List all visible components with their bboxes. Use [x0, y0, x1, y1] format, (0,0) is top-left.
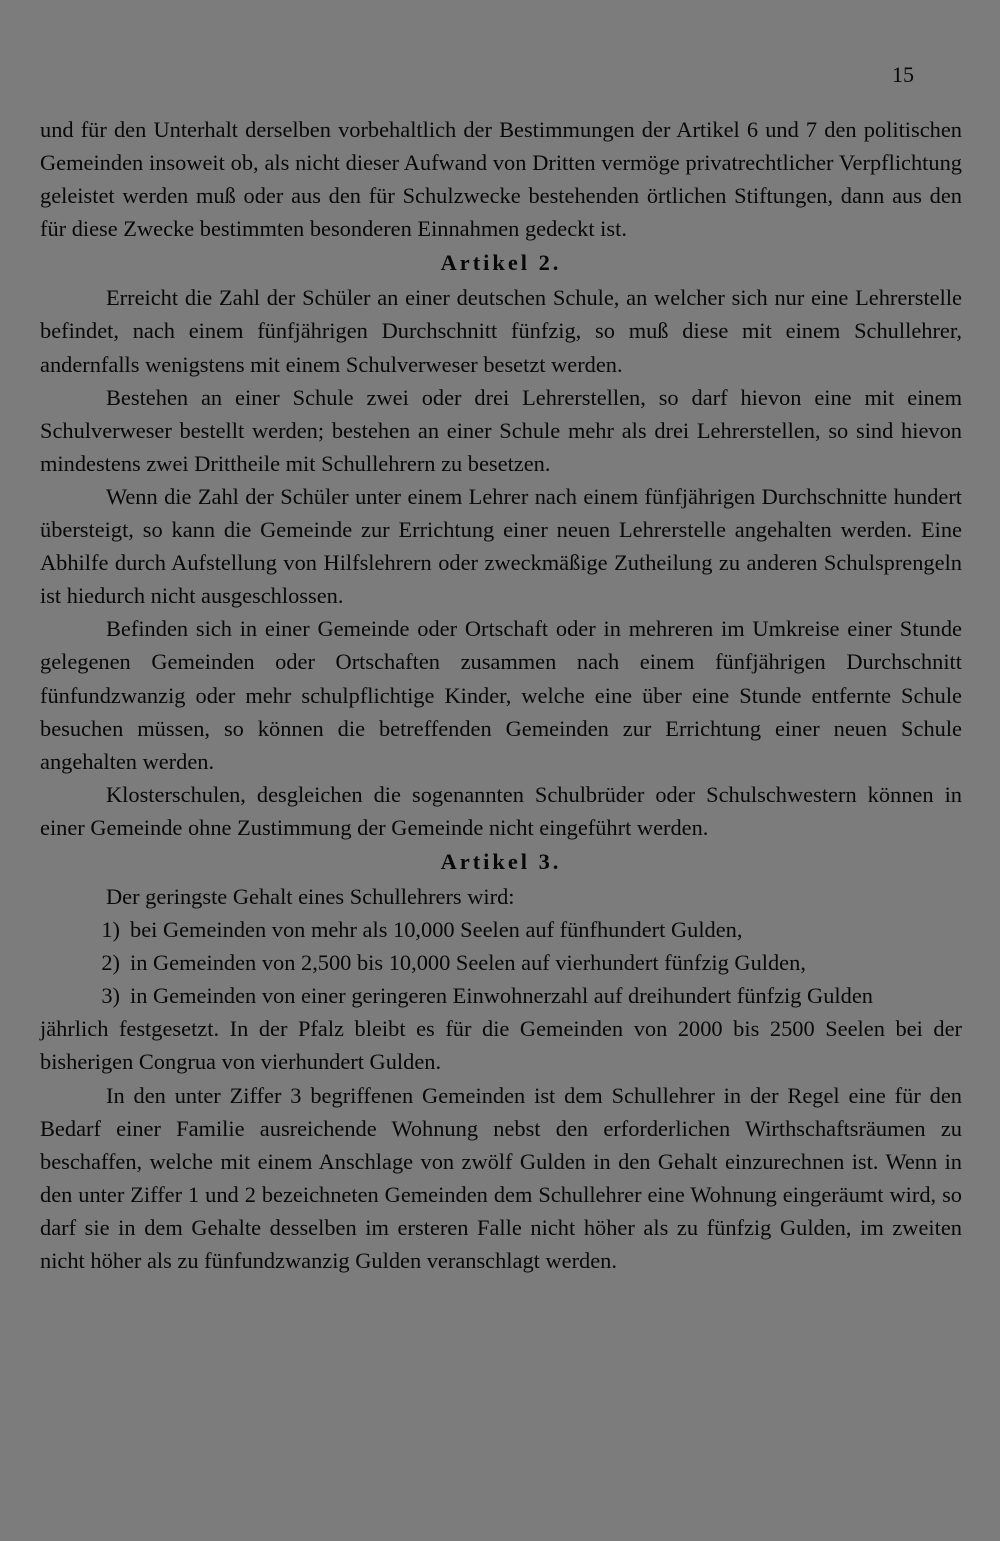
- article-3-intro: Der geringste Gehalt eines Schullehrers wird:: [106, 883, 515, 909]
- list-number: 2): [101, 950, 120, 976]
- paragraph-continuation: und für den Unterhalt derselben vorbehaltlich der Bestimmungen der Artikel 6 und 7 den politischen Gemeinden insoweit ob, als nicht dieser Aufwand von Dritten vermöge privatrechtlicher Verpflichtung geleistet werden muß oder aus den für Schulzwecke bestehenden örtlichen Stiftungen, dann aus den für diese Zwecke bestimmten besonderen Einnahmen gedeckt ist.: [40, 117, 962, 242]
- list-text: bei Gemeinden von mehr als 10,000 Seelen auf fünfhundert Gulden,: [130, 917, 743, 943]
- article-2-paragraph: Klosterschulen, desgleichen die sogenannten Schulbrüder oder Schulschwestern können in einer Gemeinde ohne Zustimmung der Gemeinde nicht eingeführt werden.: [40, 781, 962, 840]
- list-text: in Gemeinden von einer geringeren Einwohnerzahl auf dreihundert fünfzig Gulden: [130, 983, 873, 1009]
- article-2-paragraph: Erreicht die Zahl der Schüler an einer deutschen Schule, an welcher sich nur eine Lehrerstelle befindet, nach einem fünfjährigen Durchschnitt fünfzig, so muß diese mit einem Schullehrer, andernfalls wenigstens mit einem Schulverweser besetzt werden.: [40, 285, 962, 377]
- article-2-paragraph: Bestehen an einer Schule zwei oder drei Lehrerstellen, so darf hievon eine mit einem Schulverweser bestellt werden; bestehen an einer Schule mehr als drei Lehrerstellen, so sind hievon mindestens zwei Drittheile mit Schullehrern zu besetzen.: [40, 384, 962, 476]
- page-body: [40, 113, 962, 1277]
- salary-list: [40, 913, 962, 1012]
- article-2-paragraph: Wenn die Zahl der Schüler unter einem Lehrer nach einem fünfjährigen Durchschnitte hundert übersteigt, so kann die Gemeinde zur Errichtung einer neuen Lehrerstelle angehalten werden. Eine Abhilfe durch Aufstellung von Hilfslehrern oder zweckmäßige Zutheilung zu anderen Schulsprengeln ist hiedurch nicht ausgeschlossen.: [40, 483, 962, 609]
- list-item: [40, 979, 962, 1012]
- article-3-final-paragraph: In den unter Ziffer 3 begriffenen Gemeinden ist dem Schullehrer in der Regel eine für den Bedarf einer Familie ausreichende Wohnung nebst den erforderlichen Wirthschaftsräumen zu beschaffen, welche mit einem Anschlage von zwölf Gulden in den Gehalt einzurechnen ist. Wenn in den unter Ziffer 1 und 2 bezeichneten Gemeinden dem Schullehrer eine Wohnung eingeräumt wird, so darf sie in dem Gehalte desselben im ersteren Falle nicht höher als zu fünfzig Gulden, im zweiten nicht höher als zu fünfundzwanzig Gulden veranschlagt werden.: [40, 1082, 962, 1273]
- article-2-heading: Artikel 2.: [440, 250, 562, 276]
- page-number: 15: [892, 62, 914, 87]
- list-item: [40, 946, 962, 979]
- article-3-after-list: jährlich festgesetzt. In der Pfalz bleibt es für die Gemeinden von 2000 bis 2500 Seelen bei der bisherigen Congrua von vierhundert Gulden.: [40, 1016, 962, 1075]
- list-number: 3): [101, 983, 120, 1009]
- article-2-paragraph: Befinden sich in einer Gemeinde oder Ortschaft oder in mehreren im Umkreise einer Stunde gelegenen Gemeinden oder Ortschaften zusammen nach einem fünfjährigen Durchschnitt fünfundzwanzig oder mehr schulpflichtige Kinder, welche eine über eine Stunde entfernte Schule besuchen müssen, so können die betreffenden Gemeinden zur Errichtung einer neuen Schule angehalten werden.: [40, 616, 962, 774]
- list-text: in Gemeinden von 2,500 bis 10,000 Seelen auf vierhundert fünfzig Gulden,: [130, 950, 806, 976]
- list-item: [40, 913, 962, 946]
- list-number: 1): [101, 917, 120, 943]
- article-3-heading: Artikel 3.: [440, 848, 562, 874]
